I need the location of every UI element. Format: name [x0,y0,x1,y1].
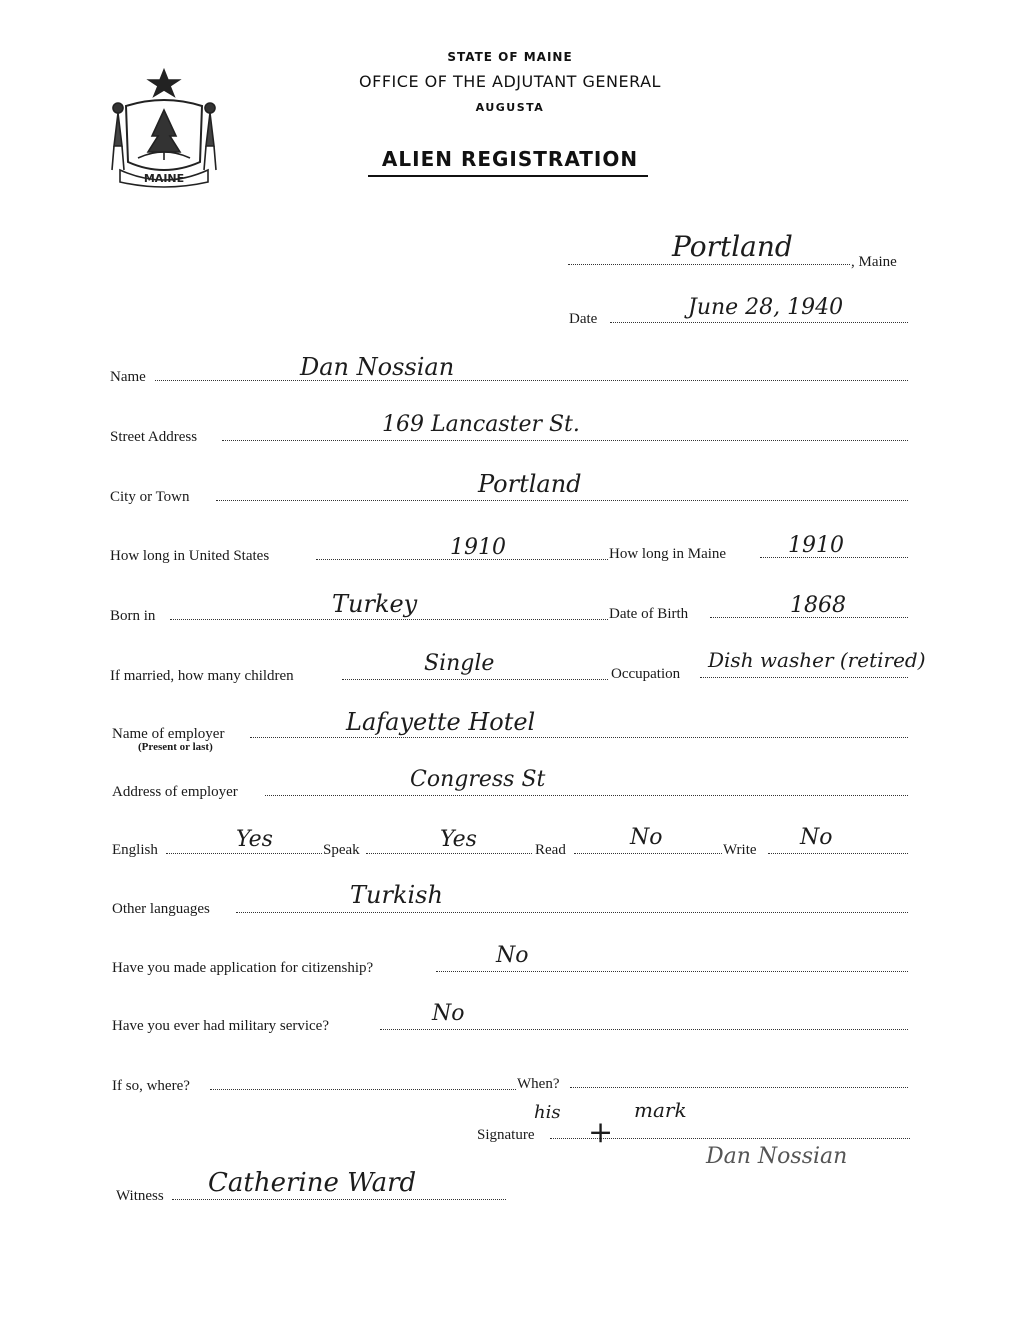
speak-label: Speak [323,842,360,858]
signature-his: his [534,1102,561,1123]
street-line [222,440,908,441]
occupation-value: Dish washer (retired) [708,648,926,672]
occupation-label: Occupation [611,666,681,682]
employer-value: Lafayette Hotel [346,708,536,736]
when-line [570,1087,908,1088]
signature-label: Signature [477,1127,535,1143]
how-long-maine-value: 1910 [788,533,844,558]
english-value: Yes [236,827,273,852]
employer-sublabel: (Present or last) [138,741,213,753]
citizenship-line [436,971,908,972]
children-label: If married, how many children [110,668,294,684]
write-value: No [800,825,833,850]
form-title: ALIEN REGISTRATION [381,147,639,171]
how-long-us-value: 1910 [450,535,506,560]
military-line [380,1029,908,1030]
date-label: Date [569,311,598,327]
dob-label: Date of Birth [609,606,689,622]
read-value: No [630,825,663,850]
where-label: If so, where? [112,1078,190,1094]
name-line [155,380,908,381]
how-long-us-label: How long in United States [110,548,270,564]
write-label: Write [723,842,757,858]
other-languages-label: Other languages [112,901,210,917]
maine-label: , Maine [851,254,897,270]
date-value: June 28, 1940 [688,295,844,320]
write-line [768,853,908,854]
how-long-maine-label: How long in Maine [609,546,727,562]
born-in-line [170,619,608,620]
name-value: Dan Nossian [300,353,455,381]
signature-name: Dan Nossian [706,1144,848,1169]
city-value: Portland [478,470,582,498]
when-label: When? [517,1076,560,1092]
read-line [574,853,722,854]
other-languages-value: Turkish [350,881,443,909]
speak-value: Yes [440,827,477,852]
employer-address-line [265,795,908,796]
witness-label: Witness [116,1188,164,1204]
citizenship-value: No [496,943,529,968]
occupation-line [700,677,908,678]
place-value: Portland [672,230,793,263]
children-value: Single [424,651,495,676]
signature-cross-mark: + [588,1115,614,1150]
title-underline [368,175,648,177]
employer-line [250,737,908,738]
english-label: English [112,842,158,858]
date-line [610,322,908,323]
state-of-maine-seal [108,66,220,190]
speak-line [366,853,532,854]
born-in-label: Born in [110,608,156,624]
employer-address-label: Address of employer [112,784,238,800]
where-line [210,1089,516,1090]
children-line [342,679,608,680]
english-line [166,853,322,854]
place-line [568,264,850,265]
name-label: Name [110,369,146,385]
office-heading: OFFICE OF THE ADJUTANT GENERAL [359,72,661,91]
seal-banner-text: MAINE [143,172,185,185]
citizenship-label: Have you made application for citizenship? [112,960,374,976]
street-value: 169 Lancaster St. [382,412,580,437]
dob-value: 1868 [790,593,846,618]
employer-address-value: Congress St [410,767,546,792]
street-label: Street Address [110,429,198,445]
read-label: Read [535,842,566,858]
state-heading: STATE OF MAINE [447,50,573,64]
employer-label: Name of employer [112,726,225,742]
witness-value: Catherine Ward [208,1168,417,1198]
city-line [216,500,908,501]
born-in-value: Turkey [332,590,418,618]
signature-mark-word: mark [634,1098,687,1122]
military-value: No [432,1001,465,1026]
witness-line [172,1199,506,1200]
military-label: Have you ever had military service? [112,1018,329,1034]
city-heading: AUGUSTA [475,101,545,114]
city-label: City or Town [110,489,190,505]
other-languages-line [236,912,908,913]
